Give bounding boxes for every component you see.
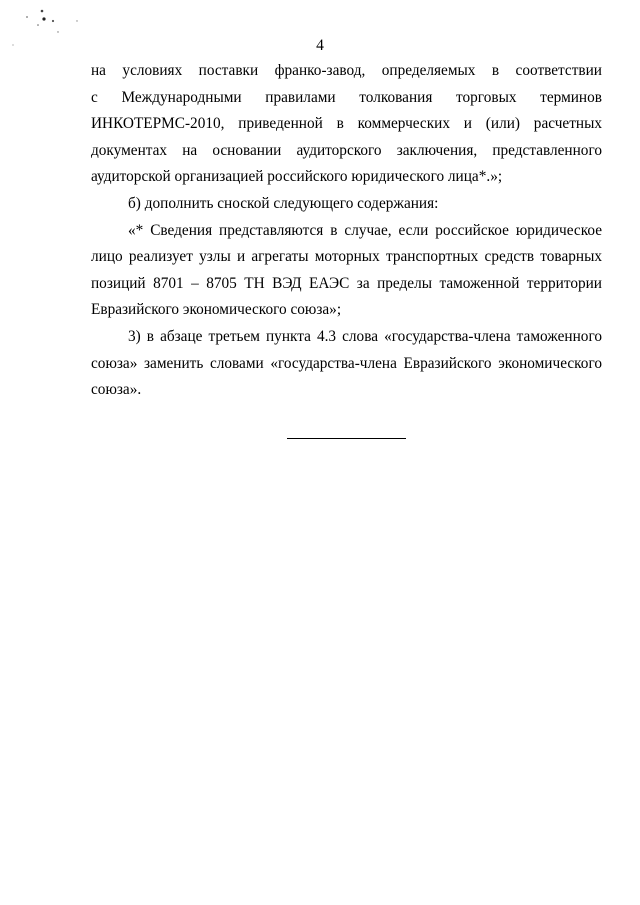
text-line: документах на основании аудиторского заключения, представленного [91,141,602,159]
text-line: «* Сведения представляются в случае, если российское юридическое [128,221,602,239]
text-line: 3) в абзаце третьем пункта 4.3 слова «государства-члена таможенного [128,327,602,345]
text-line: ИНКОТЕРМС-2010, приведенной в коммерческих и (или) расчетных [91,115,602,133]
text-line: б) дополнить сноской следующего содержания: [128,194,439,212]
page-number: 4 [316,37,324,54]
text-line: позиций 8701 – 8705 ТН ВЭД ЕАЭС за пределы таможенной территории [91,274,602,292]
text-line: с Международными правилами толкования торговых терминов [91,88,602,106]
text-line: аудиторской организацией российского юридического лица*.»; [91,168,503,186]
closing-rule [287,438,406,439]
document-body [91,58,602,404]
text-line: на условиях поставки франко-завод, определяемых в соответствии [91,62,602,79]
text-line: союза» заменить словами «государства-члена Евразийского экономического [91,354,602,372]
text-line: Евразийского экономического союза»; [91,301,342,319]
text-line: лицо реализует узлы и агрегаты моторных транспортных средств товарных [91,248,602,266]
text-line: союза». [91,381,142,399]
